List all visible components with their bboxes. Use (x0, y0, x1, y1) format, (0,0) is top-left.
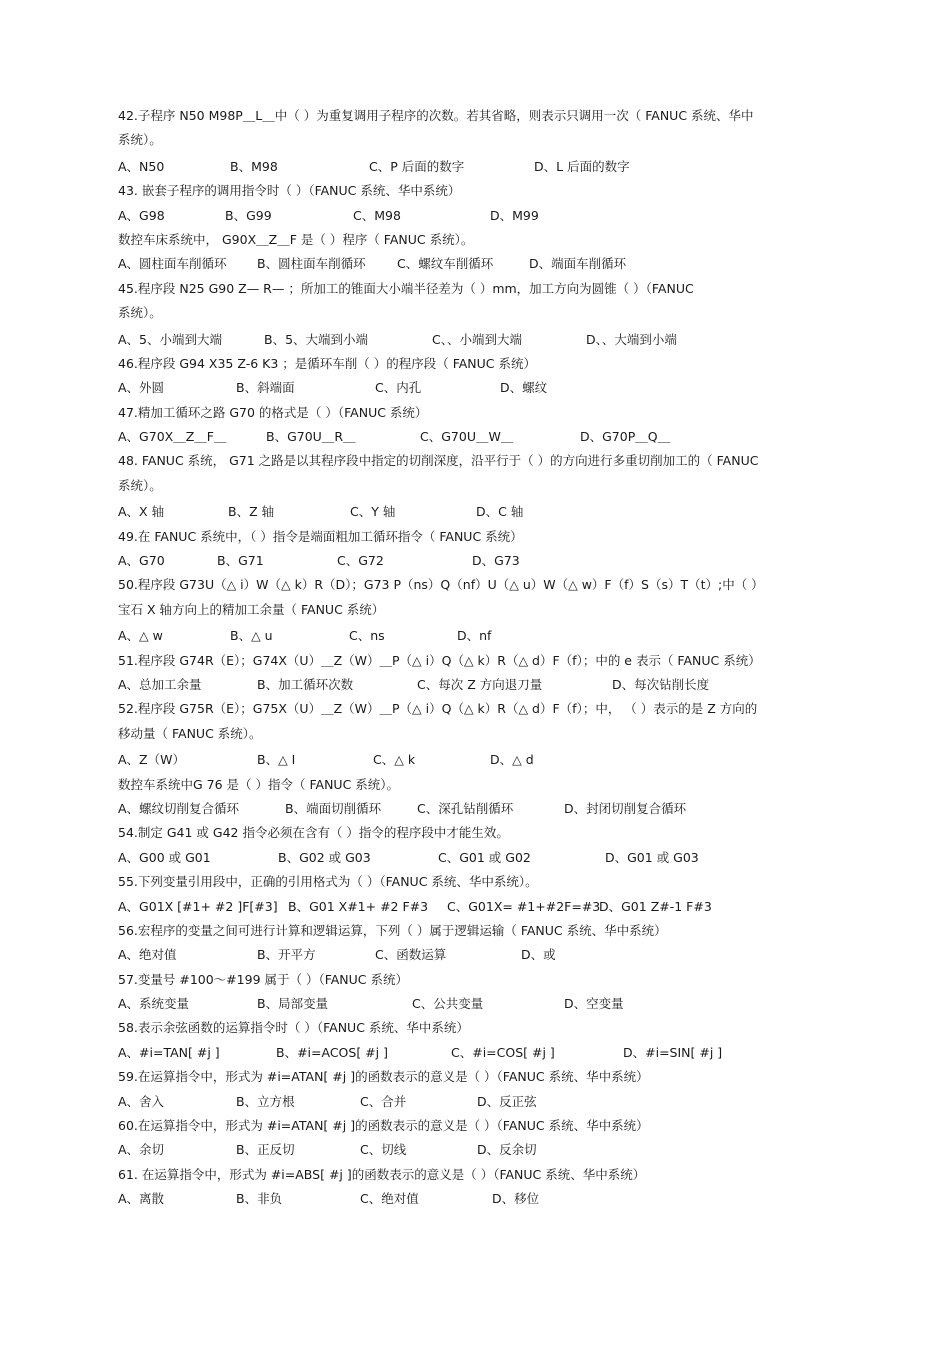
answer-option: A、离散 (118, 1191, 165, 1207)
question-text (118, 352, 834, 376)
answer-option: D、每次钻削长度 (612, 676, 710, 692)
question-text (118, 870, 834, 894)
answer-option: A、G70 (118, 553, 165, 569)
answer-option: C、切线 (360, 1142, 407, 1158)
answer-option: A、#i=TAN[ #j ] (118, 1044, 220, 1060)
answer-option: A、圆柱面车削循环 (118, 256, 227, 272)
answer-option: B、非负 (236, 1191, 283, 1207)
question-line: 50.程序段 G73U（△ i）W（△ k）R（D）；G73 P（ns）Q（nf）U（△ u）W（△ w）F（f）S（s）T（t）;中（ ） (118, 577, 764, 593)
question-text (118, 401, 834, 425)
answer-options (118, 549, 834, 573)
question-text (118, 277, 834, 326)
question-text (118, 449, 834, 498)
answer-option: D、或 (521, 947, 556, 963)
question-line: 59.在运算指令中，形式为 #i=ATAN[ #j ]的函数表示的意义是（ ）（FANUC 系统、华中系统） (118, 1069, 649, 1085)
question-line: 60.在运算指令中，形式为 #i=ATAN[ #j ]的函数表示的意义是（ ）（FANUC 系统、华中系统） (118, 1118, 649, 1134)
question-line: 45.程序段 N25 G90 Z— R— ；所加工的锥面大小端半径差为（ ）mm，加工方向为圆锥（ ）（FANUC (118, 280, 694, 296)
answer-option: B、正反切 (236, 1142, 295, 1158)
question-text (118, 697, 834, 746)
answer-option: D、#i=SIN[ #j ] (623, 1044, 723, 1060)
question-text (118, 104, 834, 153)
question-line: 系统）。 (118, 477, 162, 493)
answer-option: B、#i=ACOS[ #j ] (276, 1044, 388, 1060)
answer-option: A、G01X [#1+ #2 ]F[#3] (118, 898, 278, 914)
answer-option: B、G01 X#1+ #2 F#3 (288, 898, 429, 914)
answer-option: D、端面车削循环 (529, 256, 627, 272)
answer-option: A、外圆 (118, 380, 165, 396)
question-line: 42.子程序 N50 M98P＿L＿中（ ）为重复调用子程序的次数。若其省略，则表示只调用一次（ FANUC 系统、华中 (118, 108, 754, 123)
answer-options (118, 155, 834, 179)
answer-option: C、Y 轴 (350, 504, 396, 520)
answer-option: A、G00 或 G01 (118, 849, 211, 865)
answer-options (118, 425, 834, 449)
question-text (118, 919, 834, 943)
question-line: 58.表示余弦函数的运算指令时（ ）（FANUC 系统、华中系统） (118, 1020, 469, 1036)
answer-option: C、△ k (373, 752, 416, 768)
question-line: 宝石 X 轴方向上的精加工余量（ FANUC 系统） (118, 601, 385, 617)
answer-option: B、加工循环次数 (257, 676, 354, 692)
answer-option: D、螺纹 (500, 380, 548, 396)
answer-option: D、G01 或 G03 (605, 849, 699, 865)
question-text (118, 1163, 834, 1187)
answer-option: C、M98 (353, 207, 401, 223)
answer-option: B、M98 (230, 158, 278, 174)
answer-option: D、移位 (492, 1191, 540, 1207)
question-line: 移动量（ FANUC 系统）。 (118, 725, 262, 741)
answer-option: D、封闭切削复合循环 (564, 800, 687, 816)
answer-option: C、P 后面的数字 (369, 158, 465, 174)
answer-option: D、、大端到小端 (586, 331, 677, 347)
answer-options (118, 943, 834, 967)
answer-options (118, 376, 834, 400)
answer-options (118, 673, 834, 697)
answer-option: A、5、小端到大端 (118, 331, 223, 347)
answer-options (118, 1138, 834, 1162)
answer-options (118, 846, 834, 870)
question-line: 61. 在运算指令中，形式为 #i=ABS[ #j ]的函数表示的意义是（ ）（FANUC 系统、华中系统） (118, 1166, 646, 1182)
answer-option: B、Z 轴 (228, 504, 275, 520)
question-text (118, 968, 834, 992)
question-text (118, 228, 834, 252)
answer-option: A、系统变量 (118, 996, 190, 1012)
answer-option: B、端面切削循环 (285, 800, 382, 816)
answer-option: A、△ w (118, 628, 163, 644)
question-text (118, 525, 834, 549)
answer-options (118, 1090, 834, 1114)
answer-option: B、△ u (230, 628, 273, 644)
answer-option: C、G01X= #1+#2F=#3 (447, 898, 601, 914)
question-line: 51.程序段 G74R（E）；G74X（U）＿Z（W）＿P（△ i）Q（△ k）R（△ d）F（f）；中的 e 表示（ FANUC 系统） (118, 652, 761, 668)
answer-option: D、G01 Z#-1 F#3 (599, 898, 712, 914)
question-line: 43. 嵌套子程序的调用指令时（ ）（FANUC 系统、华中系统） (118, 183, 461, 199)
answer-option: C、G01 或 G02 (438, 849, 531, 865)
question-text (118, 1016, 834, 1040)
answer-option: B、开平方 (257, 947, 316, 963)
answer-options (118, 252, 834, 276)
answer-options (118, 748, 834, 772)
answer-option: A、G70X＿Z＿F＿ (118, 429, 227, 445)
question-text (118, 649, 834, 673)
answer-option: B、G99 (225, 207, 272, 223)
question-line: 54.制定 G41 或 G42 指令必须在含有（ ）指令的程序段中才能生效。 (118, 825, 509, 841)
answer-option: D、△ d (490, 752, 534, 768)
answer-option: A、螺纹切削复合循环 (118, 800, 240, 816)
answer-option: D、G70P＿Q＿ (580, 429, 671, 445)
answer-option: D、空变量 (564, 996, 624, 1012)
answer-option: C、深孔钻削循环 (417, 800, 514, 816)
answer-option: B、G71 (217, 553, 264, 569)
answer-option: B、△ I (257, 752, 296, 768)
question-line: 57.变量号 #100～#199 属于（ ）（FANUC 系统） (118, 971, 409, 987)
answer-option: A、总加工余量 (118, 676, 202, 692)
answer-option: C、绝对值 (360, 1191, 419, 1207)
answer-options (118, 204, 834, 228)
question-line: 系统）。 (118, 305, 162, 321)
answer-option: B、局部变量 (257, 996, 329, 1012)
question-line: 数控车床系统中， G90X＿Z＿F 是（ ）程序（ FANUC 系统）。 (118, 231, 474, 247)
answer-option: C、#i=COS[ #j ] (451, 1044, 555, 1060)
answer-options (118, 992, 834, 1016)
answer-options (118, 895, 834, 919)
answer-option: A、Z（W） (118, 752, 185, 768)
question-document (118, 104, 834, 1212)
question-text (118, 573, 834, 622)
question-line: 48. FANUC 系统， G71 之路是以其程序段中指定的切削深度，沿平行于（ ）的方向进行多重切削加工的（ FANUC (118, 453, 759, 469)
question-text (118, 1114, 834, 1138)
answer-option: A、舍入 (118, 1093, 165, 1109)
answer-option: B、斜端面 (236, 380, 295, 396)
question-text (118, 821, 834, 845)
answer-option: D、G73 (472, 553, 520, 569)
question-line: 49.在 FANUC 系统中，（ ）指令是端面粗加工循环指令（ FANUC 系统） (118, 528, 523, 544)
answer-options (118, 624, 834, 648)
answer-option: B、立方根 (236, 1093, 295, 1109)
answer-option: A、绝对值 (118, 947, 177, 963)
question-text (118, 1065, 834, 1089)
question-line: 56.宏程序的变量之间可进行计算和逻辑运算，下列（ ）属于逻辑运输（ FANUC 系统、华中系统） (118, 922, 667, 938)
question-text (118, 179, 834, 203)
answer-option: D、nf (457, 628, 492, 644)
question-line: 55.下列变量引用段中，正确的引用格式为（ ）（FANUC 系统、华中系统）。 (118, 874, 538, 890)
answer-options (118, 328, 834, 352)
question-line: 46.程序段 G94 X35 Z-6 K3 ；是循环车削（ ）的程序段（ FANUC 系统） (118, 355, 537, 371)
answer-option: C、内孔 (375, 380, 422, 396)
answer-option: C、每次 Z 方向退刀量 (417, 676, 543, 692)
answer-option: D、L 后面的数字 (534, 158, 630, 174)
answer-option: C、公共变量 (412, 996, 484, 1012)
question-text (118, 773, 834, 797)
answer-option: B、G02 或 G03 (278, 849, 371, 865)
answer-option: C、函数运算 (375, 947, 447, 963)
answer-option: C、合并 (360, 1093, 407, 1109)
question-line: 47.精加工循环之路 G70 的格式是（ ）（FANUC 系统） (118, 404, 428, 420)
answer-options (118, 1187, 834, 1211)
answer-option: C、、小端到大端 (432, 331, 522, 347)
answer-option: B、G70U＿R＿ (266, 429, 356, 445)
answer-option: D、反正弦 (477, 1093, 537, 1109)
answer-option: A、N50 (118, 158, 165, 174)
answer-option: B、圆柱面车削循环 (257, 256, 366, 272)
answer-options (118, 797, 834, 821)
answer-option: C、G72 (337, 553, 384, 569)
question-line: 系统）。 (118, 132, 162, 148)
answer-option: A、余切 (118, 1142, 165, 1158)
answer-option: D、M99 (490, 207, 539, 223)
question-line: 数控车系统中G 76 是（ ）指令（ FANUC 系统）。 (118, 776, 400, 792)
answer-option: C、螺纹车削循环 (397, 256, 494, 272)
question-line: 52.程序段 G75R（E）；G75X（U）＿Z（W）＿P（△ i）Q（△ k）R（△ d）F（f）；中， （ ）表示的是 Z 方向的 (118, 701, 758, 717)
answer-option: C、ns (349, 628, 385, 644)
answer-option: A、X 轴 (118, 504, 165, 520)
answer-option: A、G98 (118, 207, 165, 223)
answer-options (118, 500, 834, 524)
answer-option: D、C 轴 (476, 504, 524, 520)
answer-option: C、G70U＿W＿ (420, 429, 514, 445)
answer-option: D、反余切 (477, 1142, 537, 1158)
answer-options (118, 1041, 834, 1065)
answer-option: B、5、大端到小端 (264, 331, 369, 347)
